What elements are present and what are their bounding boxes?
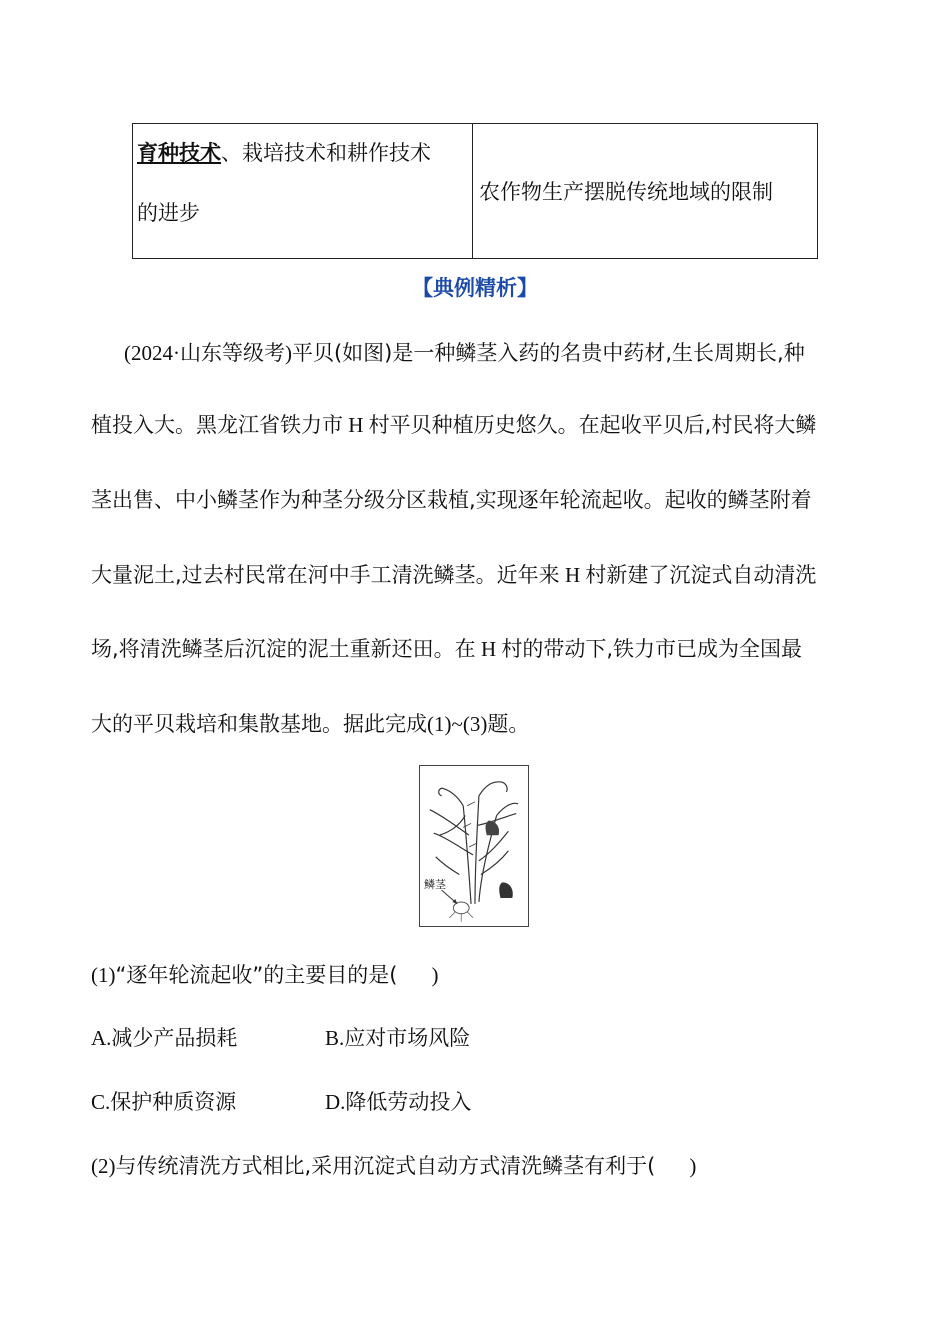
fritillaria-plant-illustration xyxy=(420,766,528,926)
table-cell1-line2: 的进步 xyxy=(137,201,200,225)
bulb-label: 鳞茎 xyxy=(424,878,446,891)
table-cell-factor xyxy=(133,124,473,258)
passage-line-4: 大量泥土,过去村民常在河中手工清洗鳞茎。近年来 H 村新建了沉淀式自动清洗 xyxy=(91,563,817,587)
option-a[interactable]: A.减少产品损耗 xyxy=(91,1026,238,1050)
passage-line-6: 大的平贝栽培和集散基地。据此完成(1)~(3)题。 xyxy=(91,712,530,736)
table-cell1-text: 、栽培技术和耕作技术 xyxy=(221,141,431,165)
table-cell2-text: 农作物生产摆脱传统地域的限制 xyxy=(479,180,773,204)
option-b[interactable]: B.应对市场风险 xyxy=(325,1026,471,1050)
question-1: (1)“逐年轮流起收”的主要目的是( ) xyxy=(91,963,439,987)
table-keyword: 育种技术 xyxy=(137,141,221,165)
question-2: (2)与传统清洗方式相比,采用沉淀式自动方式清洗鳞茎有利于( ) xyxy=(91,1154,697,1178)
section-title: 【典例精析】 xyxy=(412,276,538,300)
source-tag: (2024·山东等级考) xyxy=(124,341,292,365)
option-d[interactable]: D.降低劳动投入 xyxy=(325,1090,472,1114)
comparison-table xyxy=(132,123,818,259)
passage-line-3: 茎出售、中小鳞茎作为种茎分级分区栽植,实现逐年轮流起收。起收的鳞茎附着 xyxy=(91,488,812,512)
passage-line-1: (2024·山东等级考)平贝(如图)是一种鳞茎入药的名贵中药材,生长周期长,种 xyxy=(124,341,805,365)
table-cell-effect xyxy=(473,124,817,258)
passage-line-5: 场,将清洗鳞茎后沉淀的泥土重新还田。在 H 村的带动下,铁力市已成为全国最 xyxy=(91,637,803,661)
plant-figure xyxy=(419,765,529,927)
option-c[interactable]: C.保护种质资源 xyxy=(91,1090,237,1114)
passage-line-2: 植投入大。黑龙江省铁力市 H 村平贝种植历史悠久。在起收平贝后,村民将大鳞 xyxy=(91,413,817,437)
